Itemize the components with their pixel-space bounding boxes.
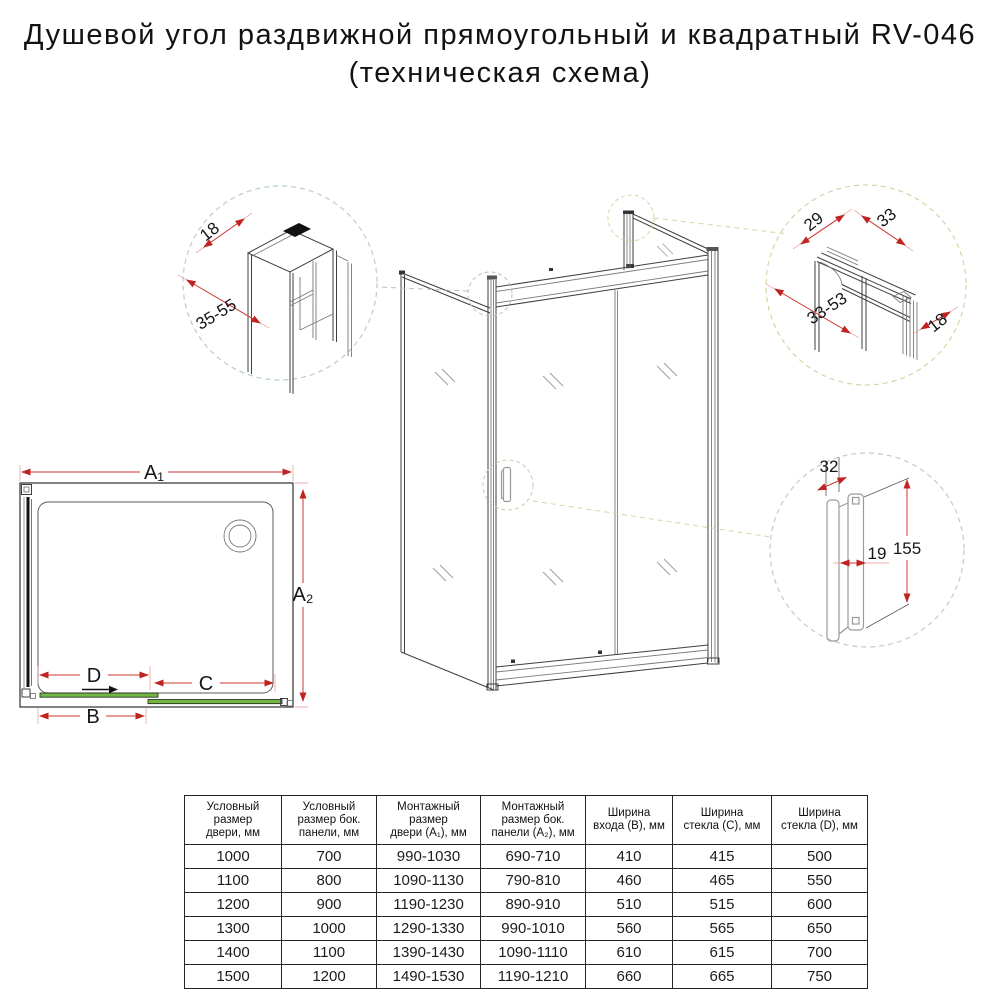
title-line-2: (техническая схема)	[348, 57, 652, 89]
table-cell: 1000	[282, 917, 377, 941]
detail-handle	[770, 453, 964, 647]
front-left-profile	[487, 276, 498, 691]
table-cell: 1100	[282, 941, 377, 965]
table-cell: 790-810	[481, 869, 586, 893]
dim-18-left: 18	[196, 218, 223, 245]
profile-cap	[283, 223, 311, 237]
table-cell: 1190-1230	[377, 893, 481, 917]
table-cell: 610	[586, 941, 673, 965]
table-row	[185, 893, 868, 917]
table-cell: 560	[586, 917, 673, 941]
table-cell: 1090-1110	[481, 941, 586, 965]
dim-32: 32	[819, 457, 839, 476]
table-row	[185, 917, 868, 941]
table-cell: 465	[673, 869, 772, 893]
door-handle	[504, 468, 511, 502]
detail-leaders	[378, 195, 788, 537]
table-cell: 1000	[185, 845, 282, 869]
dim-a1: A₁	[143, 462, 165, 484]
table-cell: 1290-1330	[377, 917, 481, 941]
table-cell: 990-1030	[377, 845, 481, 869]
right-profile	[707, 247, 720, 664]
dim-d: D	[86, 665, 102, 687]
table-header-cell: Ширина стекла (D), мм	[772, 796, 868, 845]
table-row	[185, 845, 868, 869]
table-cell: 500	[772, 845, 868, 869]
table-row	[185, 869, 868, 893]
plan-left-glass	[22, 485, 36, 699]
table-cell: 700	[772, 941, 868, 965]
table-cell: 615	[673, 941, 772, 965]
handle-back-bar	[827, 500, 839, 641]
table-header-cell: Ширина входа (В), мм	[586, 796, 673, 845]
table-cell: 510	[586, 893, 673, 917]
dim-18-right: 18	[924, 309, 951, 336]
table-cell: 650	[772, 917, 868, 941]
table-header-cell: Условный размер бок. панели, мм	[282, 796, 377, 845]
dim-29: 29	[800, 208, 827, 235]
table-cell: 1200	[282, 965, 377, 989]
table-cell: 1190-1210	[481, 965, 586, 989]
table-cell: 565	[673, 917, 772, 941]
dim-33: 33	[873, 204, 900, 231]
table-cell: 700	[282, 845, 377, 869]
table-header-cell: Монтажный размер двери (А₁), мм	[377, 796, 481, 845]
table-row	[185, 941, 868, 965]
table-cell: 1090-1130	[377, 869, 481, 893]
drain-inner	[229, 525, 251, 547]
top-rail	[496, 255, 708, 307]
table-cell: 1100	[185, 869, 282, 893]
table-cell: 460	[586, 869, 673, 893]
bottom-rail	[496, 645, 708, 686]
leader-circle-rail	[608, 195, 654, 241]
table-cell: 515	[673, 893, 772, 917]
dim-19: 19	[867, 544, 887, 563]
table-header-row	[185, 796, 868, 845]
dim-a2: A₂	[292, 584, 314, 606]
shower-tray	[38, 502, 273, 693]
table-cell: 900	[282, 893, 377, 917]
table-header-cell: Условный размер двери, мм	[185, 796, 282, 845]
table-cell: 410	[586, 845, 673, 869]
dim-b: B	[86, 706, 100, 728]
glass-shines	[433, 244, 677, 585]
table-cell: 1400	[185, 941, 282, 965]
title-line-1: Душевой угол раздвижной прямоугольный и квадратный RV-046	[23, 19, 977, 51]
dim-35-55: 35-55	[192, 294, 240, 334]
table-cell: 800	[282, 869, 377, 893]
table-cell: 1490-1530	[377, 965, 481, 989]
table-cell: 660	[586, 965, 673, 989]
detail-wall-profile	[178, 186, 377, 394]
plan-view	[20, 462, 314, 728]
table-cell: 1500	[185, 965, 282, 989]
table-row	[185, 965, 868, 989]
table-cell: 690-710	[481, 845, 586, 869]
table-header-cell: Монтажный размер бок. панели (А₂), мм	[481, 796, 586, 845]
main-isometric-view	[378, 195, 788, 690]
table-cell: 750	[772, 965, 868, 989]
sliding-doors	[502, 290, 618, 655]
side-panel	[399, 271, 494, 691]
detail-top-rail	[766, 185, 966, 385]
table-cell: 550	[772, 869, 868, 893]
table-cell: 1390-1430	[377, 941, 481, 965]
plan-outline	[20, 483, 293, 707]
table-cell: 890-910	[481, 893, 586, 917]
table-cell: 1200	[185, 893, 282, 917]
handle-front-bar	[848, 494, 864, 630]
dim-155: 155	[892, 539, 922, 558]
table-header-cell: Ширина стекла (С), мм	[673, 796, 772, 845]
plan-sliding-door-glass	[40, 693, 158, 697]
table-cell: 1300	[185, 917, 282, 941]
table-cell: 665	[673, 965, 772, 989]
table-cell: 600	[772, 893, 868, 917]
table-cell: 990-1010	[481, 917, 586, 941]
dim-33-53: 33-53	[803, 288, 851, 329]
table-cell: 415	[673, 845, 772, 869]
dim-c: C	[198, 673, 214, 695]
plan-fixed-glass	[148, 700, 282, 704]
spec-table	[184, 795, 868, 989]
